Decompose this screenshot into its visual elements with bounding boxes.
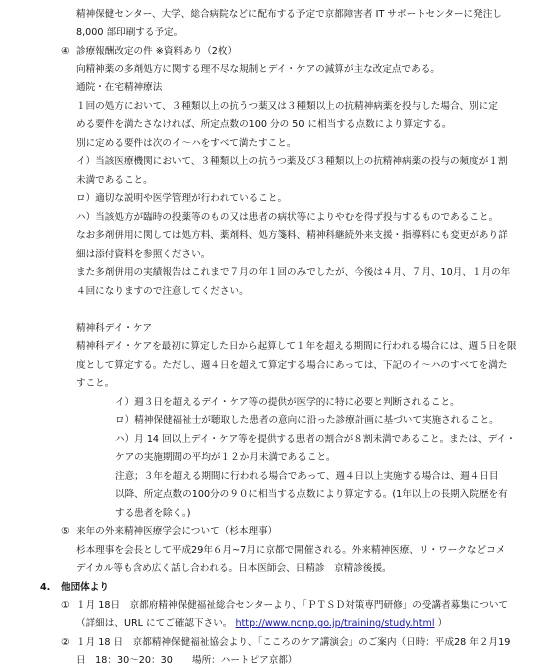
- condition-line: ハ）月 14 回以上デイ・ケア等を提供する患者の割合が８割未満であること。または、デイ・: [115, 434, 516, 445]
- condition-line: イ）週３日を超えるデイ・ケア等の提供が医学的に特に必要と判断されること。: [115, 397, 460, 408]
- body-text: ）: [437, 618, 448, 629]
- intro-line: 8,000 部印刷する予定。: [76, 27, 184, 38]
- body-line: ４回になりますので注意してください。: [76, 286, 249, 297]
- section-number: 4.: [40, 582, 51, 593]
- item-marker: ④: [61, 46, 70, 57]
- body-line: デイカル等も含め広く話し合われる。日本医師会、日精診 京精診後援。: [76, 563, 392, 574]
- condition-line: ロ）精神保健福祉士が聴取した患者の意向に沿った診療計画に基づいて実施されること。: [115, 415, 499, 426]
- note-line: 以降、所定点数の100分の９０に相当する点数により算定する。(1年以上の長期入院歴を有: [115, 489, 508, 500]
- subheading: 精神科デイ・ケア: [76, 323, 153, 334]
- item-heading: 診療報酬改定の件 ※資料あり（2枚）: [76, 46, 238, 57]
- body-line: 向精神薬の多剤処方に関する理不尽な規制とデイ・ケアの減算が主な改定点である。: [76, 64, 440, 75]
- body-text: （詳細は、URL にてご確認下さい。: [76, 618, 233, 629]
- training-url-link[interactable]: http://www.ncnp.go.jp/training/study.html: [235, 618, 435, 629]
- body-line: 未満であること。: [76, 175, 153, 186]
- body-line: 細は添付資料を参照ください。: [76, 249, 211, 260]
- body-line: なお多剤併用に関しては処方料、薬剤料、処方箋料、精神科継続外来支援・指導料にも変更があり詳: [76, 230, 508, 241]
- body-line: [76, 614, 447, 633]
- body-line: １月 18 日 京都精神保健福祉協会より、「こころのケア講演会」のご案内（日時：平成28 年２月19: [76, 637, 511, 648]
- subheading: 通院・在宅精神療法: [76, 82, 163, 93]
- intro-line: 精神保健センター、大学、総合病院などに配布する予定で京都障害者 IT サポートセンターに発注し: [76, 9, 502, 20]
- body-line: ロ）適切な説明や医学管理が行われていること。: [76, 193, 288, 204]
- body-line: ハ）当該処方が臨時の投薬等のもの又は患者の病状等によりやむを得ず投与するものであること。: [76, 212, 499, 223]
- item-marker: ①: [61, 600, 70, 611]
- note-line: 注意；３年を超える期間に行われる場合であって、週４日以上実施する場合は、週４日目: [115, 471, 499, 482]
- note-line: する患者を除く。): [115, 508, 191, 519]
- body-line: 精神科デイ・ケアを最初に算定した日から起算して１年を超える期間に行われる場合には、週５日を限: [76, 341, 517, 352]
- item-heading: 来年の外来精神医療学会について（杉本理事）: [76, 526, 278, 537]
- body-line: １回の処方において、３種類以上の抗うつ薬又は３種類以上の抗精神病薬を投与した場合、別に定: [76, 101, 498, 112]
- body-line: 度として算定する。ただし、週４日を超えて算定する場合にあっては、下記のイ～ハのすべてを満た: [76, 360, 508, 371]
- section-title: 他団体より: [61, 582, 109, 593]
- body-line: める要件を満たさなければ、所定点数の100 分の 50 に相当する点数により算定する。: [76, 119, 452, 130]
- item-marker: ②: [61, 637, 70, 648]
- body-line: また多剤併用の実績報告はこれまで７月の年１回のみでしたが、今後は４月、７月、10月、１月の年: [76, 267, 511, 278]
- body-line: １月 18日 京都府精神保健福祉総合センターより、「ＰＴＳＤ対策専門研修」の受講者募集について: [76, 600, 509, 611]
- condition-line: ケアの実施期間の平均が１２か月未満であること。: [115, 452, 336, 463]
- body-line: イ）当該医療機関において、３種類以上の抗うつ薬及び３種類以上の抗精神病薬の投与の頻度が１割: [76, 156, 508, 167]
- body-line: 杉本理事を会長として平成29年６月~7月に京都で開催される。外来精神医療、リ・ワークなどコメ: [76, 545, 506, 556]
- body-line: 別に定める要件は次のイ～ハをすべて満たすこと。: [76, 138, 297, 149]
- body-line: 日 18：30～20：30 場所：ハートピア京都）: [76, 655, 298, 666]
- item-marker: ⑤: [61, 526, 70, 537]
- body-line: すこと。: [76, 378, 115, 389]
